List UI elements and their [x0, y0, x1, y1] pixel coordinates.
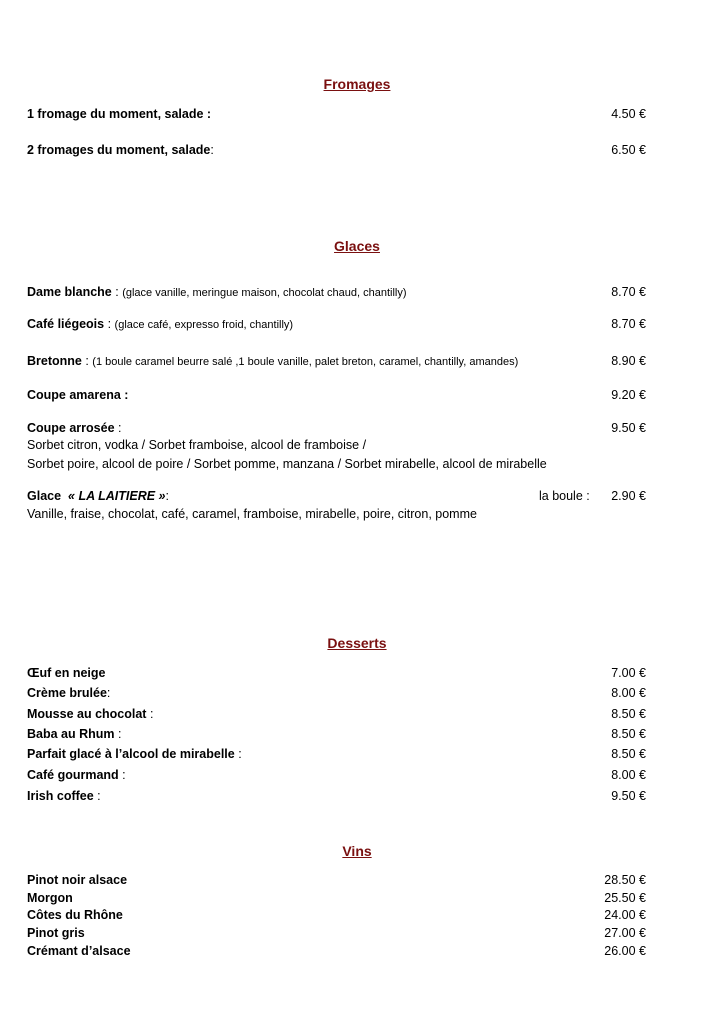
menu-item-price: 8.90 €: [611, 354, 646, 368]
menu-item-name: Mousse au chocolat :: [27, 707, 154, 721]
menu-item-name: Irish coffee :: [27, 789, 101, 803]
section-title-vins: Vins: [342, 843, 372, 859]
menu-item-price: 26.00 €: [604, 944, 646, 958]
menu-item-price: 25.50 €: [604, 891, 646, 905]
menu-item-price: 8.50 €: [611, 747, 646, 761]
menu-item-description: (glace café, expresso froid, chantilly): [114, 319, 294, 331]
menu-item-price: 7.00 €: [611, 666, 646, 680]
section-title-fromages: Fromages: [323, 76, 391, 92]
menu-item-price: 8.70 €: [611, 317, 646, 331]
menu-item-name: 2 fromages du moment, salade:: [27, 143, 214, 157]
menu-item-price: 8.00 €: [611, 768, 646, 782]
menu-item-price: 8.50 €: [611, 707, 646, 721]
menu-item-name: Parfait glacé à l’alcool de mirabelle :: [27, 747, 242, 761]
menu-item-name: Œuf en neige: [27, 666, 106, 680]
menu-item-name: Baba au Rhum :: [27, 727, 122, 741]
menu-item-price: 28.50 €: [604, 873, 646, 887]
menu-item-name: Pinot gris: [27, 926, 85, 940]
menu-item-price: 8.70 €: [611, 285, 646, 299]
menu-item-name: Coupe arrosée :: [27, 421, 122, 435]
menu-item-name: Crème brulée:: [27, 686, 111, 700]
menu-item-description: Sorbet poire, alcool de poire / Sorbet pomme, manzana / Sorbet mirabelle, alcool de mirabelle: [27, 457, 547, 471]
menu-item-name: Bretonne : (1 boule caramel beurre salé ,1 boule vanille, palet breton, caramel, chantilly, amandes): [27, 354, 519, 368]
menu-item-price: 8.50 €: [611, 727, 646, 741]
menu-item-name: Café gourmand :: [27, 768, 126, 782]
menu-item-price: 9.50 €: [611, 421, 646, 435]
menu-item-price: 4.50 €: [611, 107, 646, 121]
menu-item-name: Crémant d’alsace: [27, 944, 131, 958]
menu-item-name: Dame blanche : (glace vanille, meringue maison, chocolat chaud, chantilly): [27, 285, 407, 299]
unit-label: la boule :: [539, 489, 590, 503]
brand-name: « LA LAITIERE »: [68, 489, 166, 503]
menu-item-name: Café liégeois : (glace café, expresso froid, chantilly): [27, 317, 294, 331]
menu-item-name: 1 fromage du moment, salade :: [27, 107, 212, 121]
section-title-glaces: Glaces: [334, 238, 380, 254]
section-title-desserts: Desserts: [327, 635, 387, 651]
menu-item-name: Coupe amarena :: [27, 388, 129, 402]
menu-item-price: 8.00 €: [611, 686, 646, 700]
menu-item-description: (glace vanille, meringue maison, chocolat chaud, chantilly): [122, 287, 407, 299]
menu-item-price: 2.90 €: [611, 489, 646, 503]
menu-item-price: 6.50 €: [611, 143, 646, 157]
menu-item-name: Glace « LA LAITIERE »:: [27, 489, 169, 503]
menu-item-price: 9.20 €: [611, 388, 646, 402]
menu-item-price: 9.50 €: [611, 789, 646, 803]
menu-item-description: Vanille, fraise, chocolat, café, caramel, framboise, mirabelle, poire, citron, pomme: [27, 507, 477, 521]
menu-item-description: Sorbet citron, vodka / Sorbet framboise, alcool de framboise /: [27, 438, 367, 452]
menu-item-name: Pinot noir alsace: [27, 873, 128, 887]
menu-item-name: Côtes du Rhône: [27, 908, 123, 922]
menu-item-price: 27.00 €: [604, 926, 646, 940]
menu-item-price: 24.00 €: [604, 908, 646, 922]
menu-item-description: (1 boule caramel beurre salé ,1 boule vanille, palet breton, caramel, chantilly, amandes): [92, 356, 519, 368]
menu-item-name: Morgon: [27, 891, 73, 905]
